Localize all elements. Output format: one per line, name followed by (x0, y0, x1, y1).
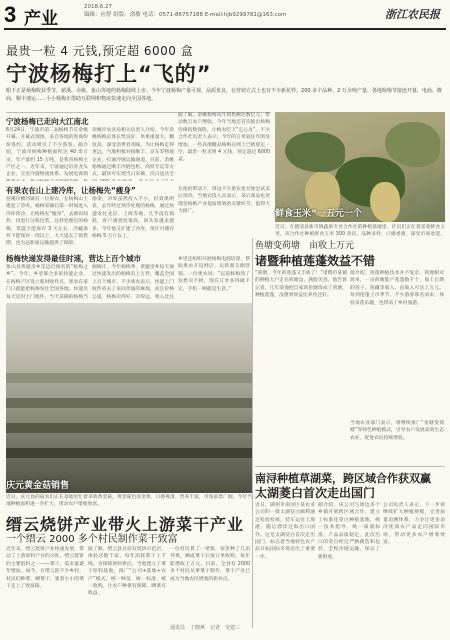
bottom-headline: 缙云烧饼产业带火上游菜干产业 (6, 515, 245, 534)
right1-col2: 他介绍，莲蓬种植技术并不复杂，管理相对简单，一亩荷塘能产莲蓬数千个，加上后期的莲子、莲藕等收入，亩收入可达上万元。每到莲蓬上市季节，不少游客慕名而来，体验采莲乐趣，也带动了乡村旅游。 (350, 271, 444, 306)
field-row (6, 448, 252, 458)
sec1-heading: 宁波杨梅已走向大江南北 (6, 117, 89, 126)
sec1-col2: 余姚市农业局相关负责人介绍，今年余姚杨梅总体长势良好，单果重量大、糖度高，深受消费者青睐。为让杨梅走得更远，当地积极对接顺丰、京东等物流企业，打通冷链运输通道。目前，余姚杨梅通过顺丰冷链包机、高铁专运等方式，最快可实现当日采摘、次日送达全 (92, 128, 174, 178)
right2-kicker: 南浔种植草湖菜，跨区域合作获双赢 (255, 472, 431, 485)
header-meta (84, 3, 286, 19)
bottom-col2: 据了解，缙云县目前有烧饼示范店、体验店数千家，每年消耗菜干上千吨。为保障原料供应，当地建立了菜干原料基地，推广“公司+基地+农户”模式，统一种苗、统一标准、统一收购，让农户种菜有保障、晒菜有收益。 (88, 547, 166, 597)
right1-kicker: 鱼塘变荷塘 亩收上万元 (255, 241, 355, 251)
field-photo-caption: 近日，庆元县的菇农们正在基地里忙着采收黄金菇。黄金菇色泽金黄、口感爽滑、营养丰富，市场前景广阔，今年当地种植面积进一步扩大，带动农户增收致富。 (6, 495, 252, 508)
sec3-col1: 象山县黄避岙乡是远近闻名的“杨梅之乡”。今年，乡里联合多家快递企业，在杨梅产区设立临时收件点，果农在家门口就能把杨梅发往全国各地。快递员每天定时上门收件，当天采摘的杨梅当 (6, 265, 88, 300)
field-row (6, 423, 252, 433)
lead-summary: 眼下正是杨梅收获季节，慈溪、余姚、象山等地的杨梅陆续上市。今年宁波杨梅产量可观，品质优良，在营销方式上也有不少新花样。200 多个品种、2 万余吨产量、各地杨梅节接连开幕，电商、微商、顺丰速运……小小杨梅正借助互联网和物流快速走向全国各地。 (6, 88, 442, 102)
right2-col2: 据介绍，该公司与周边多个乡镇开展跨区域合作，建立了标准化茭白种植基地，统一技术指导、统一质量标准，产品品质稳定。此次出口的茭白经过严格挑选和包装，全程冷链运输，保证了新鲜度。 (318, 503, 380, 560)
sec3-heading: 杨梅快递发得最佳时速，营达上百个城市 (6, 254, 141, 263)
column-divider (252, 238, 253, 628)
masthead (0, 0, 450, 40)
divider (255, 466, 445, 467)
sec1-col1: 6月24日，宁波市第二届杨梅节在余姚开幕。开幕式现场，来自各地的客商纷纷签约，活动吸引了不少游客。据介绍，宁波市杨梅种植面积达 40 余万亩，年产量约 15 万吨，是我省杨梅主产区之一。近年来，宁波通过培育龙头企业、完善冷链物流体系、发展电商销 (6, 128, 88, 178)
sec2-col2: 他说，冷库虽然投入不小，但效果明显，去年经过预冷处理的杨梅，通过快递发往北京、上海等地，几乎没有损耗，客户满意度很高，回头客越来越多。今年他又扩建了冷库，预计可储存杨梅 5 万斤以上。 (92, 197, 174, 240)
corn-photo-caption: 近日，在德清县新市镇蔬果专业合作社的种植基地里，社员们正忙着采收鲜食玉米。该合作社种植鲜食玉米 300 余亩，品种多样，口感香甜，深受市场欢迎， (275, 225, 445, 238)
right2-col3: 公司负责人表示，下一步将继续扩大种植规模，完善质量追溯体系，力争让更多南浔优质农产品走向国际市场，带动更多农户增收致富。 (383, 503, 445, 546)
sec1-col3: 据了解，余姚杨梅每年销售额达数亿元，带动数万农户增收。今年当地还首次推出杨梅价格指数保险，让梅农吃下“定心丸”。不少合作社负责人表示，今年的订单较往年明显增加，一些高端精品杨梅在网上已被预定一空，最贵一粒卖到 4 元钱，预定超过 6000 盒。 (178, 113, 270, 163)
right2-col1: 近日，湖州市南浔区某农业公司的一批太湖茭白顺利通过检验检疫，装车运往上海港，随后漂洋过海出口国外。这是太湖茭白首次走出国门，标志着当地特色农产品开拓国际市场迈出了重要一步。 (255, 503, 315, 560)
leaf-shape (285, 132, 345, 172)
field-row (6, 373, 252, 383)
right1-col3: 当地农业部门表示，将继续推广“鱼塘变荷塘”等特色种植模式，引导农户发展高效生态农业，促进农民持续增收。 (350, 421, 444, 441)
sec3-col2: 据统计，今年杨梅季，黄避岙乡每天通过快递发出的杨梅有上万件，覆盖全国上百个城市。不少果农表示，快递上门收件省去了来回奔波的麻烦，而且价格公道，杨梅卖得好、卖得远，收入比往 (92, 265, 174, 300)
right1-col1: “荷塘，今年的莲蓬又丰收了！”诸暨市某镇的种植大户走在荷塘边，满脸笑意。他告诉记者，几年前他把自家的鱼塘改成了荷塘，种植莲蓬，没想到效益比养鱼还好。 (255, 271, 347, 299)
lead-headline: 宁波杨梅打上“飞的” (6, 62, 212, 86)
issue-date: 2018.6.27 (84, 4, 112, 10)
corn-photo-title: 鲜食玉米“一五元一个 (275, 209, 362, 219)
bottom-col1: 近年来，缙云烧饼产业快速发展，带动了上游原料产业的兴旺。缙云烧饼的主要馅料之一——菜干，需求量逐年增加。如今，在缙云的不少乡村，村民们种菜、晒菜干，靠着小小的菜干走上了致富路。 (6, 547, 84, 590)
header-rule (4, 28, 446, 30)
right2-headline: 太湖菱白首次走出国门 (255, 486, 376, 500)
lead-kicker: 最贵一粒 4 元钱,预定超 6000 盒 (6, 44, 194, 58)
bottom-col3: 一位村民算了一笔账，家里种了几亩芥菜，晒成菜干后按订单收购，每年能增收上万元。目前，全县有 2000 多个村民从事菜干制作，菜干产业已成为当地农民增收的新亮点。 (170, 547, 250, 582)
newspaper-logo: 浙江农民报 (385, 8, 440, 21)
corn-shape (370, 182, 400, 222)
right1-headline: 诸暨种植莲蓬效益不错 (255, 254, 376, 268)
section-name: 产业 (24, 9, 58, 28)
sec2-col1: 慈溪市横河镇有一位果农，在杨梅山上建起了冷库。杨梅采摘后第一时间进入冷库预冷，让杨梅先“瘦身”，去除田间热，再进行分拣包装。这样处理后的杨梅，常温下能保存 3 天左右，冷藏条件下能保存一周以上，大大延长了销售期，也为远距离运输提供了保障。 (6, 197, 88, 247)
sec3-col3: 乡里还组织开展杨梅电商培训，帮助果农开设网店、玩转朋友圈营销。一位果农说：“以前杨梅熟了发愁卖不掉，现在订单多得做不完，手机一响就是生意。” (178, 257, 250, 292)
field-row (6, 398, 252, 408)
contact-line: 编辑：应舒 组版：俞敏 电话：0571-86757188 E-mail:hjb9299781@163.com (84, 12, 287, 18)
mushroom-field-photo (6, 303, 252, 493)
bottom-byline: 通讯员 丁晓燕 记者 吴建三 (170, 625, 241, 631)
sec2-col3: 在他的带动下，周边不少果农也开始尝试采后预冷。当地农技人员表示，采后商品化处理是杨梅产业提质增效的关键环节，值得大力推广。 (178, 187, 270, 215)
bottom-kicker: 一个缙云 2000 多个村民制作菜干致富 (6, 534, 178, 545)
leaf-shape (385, 122, 440, 167)
sec2-heading: 有果农在山上建冷库，让杨梅先“瘦身” (6, 186, 136, 195)
field-photo-title: 庆元黄金菇销售 (6, 481, 70, 491)
page-number: 3 (4, 2, 17, 27)
